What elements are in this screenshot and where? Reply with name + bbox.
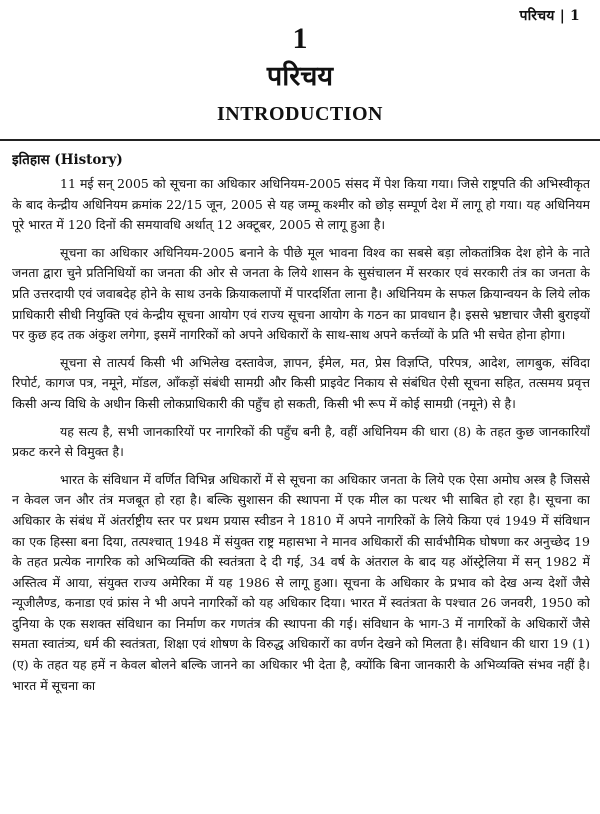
running-header: परिचय | 1 xyxy=(519,8,580,24)
chapter-number: 1 xyxy=(292,22,308,55)
section-heading: इतिहास (History) xyxy=(12,152,123,168)
paragraph-4: यह सत्य है, सभी जानकारियों पर नागरिकों की पहुँच बनी है, वहीं अधिनियम की धारा (8) के तहत कुछ जानकारियाँ प्रकट करने से विमुक्त है। xyxy=(12,423,590,460)
chapter-title-hindi: परिचय xyxy=(266,61,334,92)
paragraph-3: सूचना से तात्पर्य किसी भी अभिलेख दस्तावेज, ज्ञापन, ईमेल, मत, प्रेस विज्ञप्ति, परिपत्र, आदेश, लागबुक, संविदा रिपोर्ट, कागज पत्र, नमूने, मॉडल, आँकड़ों संबंधी सामग्री और किसी प्राइवेट निकाय से संबंधित ऐसी सूचना सहित, तत्समय प्रवृत्त किसी अन्य विधि के अधीन किसी लोकप्राधिकारी की पहुँच हो सकती, किसी भी रूप में कोई सामग्री (नमूने) से है। xyxy=(12,354,590,411)
paragraph-1: 11 मई सन् 2005 को सूचना का अधिकार अधिनियम-2005 संसद में पेश किया गया। जिसे राष्ट्रपति की अभिस्वीकृत के बाद केन्द्रीय अधिनियम क्रमांक 22/15 जून, 2005 से यह जम्मू कश्मीर को छोड़ सम्पूर्ण देश में लागू हो गया। यह अधिनियम पूरे भारत में 120 दिनों की समयावधि अर्थात् 12 अक्टूबर, 2005 से लागू हुआ है। xyxy=(12,176,590,233)
page-body xyxy=(12,150,590,810)
paragraph-5: भारत के संविधान में वर्णित विभिन्न अधिकारों में से सूचना का अधिकार जनता के लिये एक ऐसा अमोघ अस्त्र है जिससे न केवल जन और तंत्र मजबूत हो रहा है। बल्कि सुशासन की स्थापना में एक मील का पत्थर भी साबित हो रहा है। सूचना का अधिकार के संबंध में अंतर्राष्ट्रीय स्तर पर प्रथम प्रयास स्वीडन ने 1810 में अपने नागरिकों के लिये किया एवं 1949 में संविधान का एक हिस्सा बना दिया, तत्पश्चात् 1948 में संयुक्त राष्ट्र महासभा ने मानव अधिकारों की सार्वभौमिक घोषणा कर अनुच्छेद 19 के तहत प्रत्येक नागरिक को अभिव्यक्ति की स्वतंत्रता दे दी गई, 34 वर्ष के अंतराल के बाद यह ऑस्ट्रेलिया में सन् 1982 में अस्तित्व में आया, संयुक्त राज्य अमेरिका में यह 1986 से लागू हुआ। सूचना के अधिकार के प्रभाव को देख अन्य देशों जैसे न्यूजीलैण्ड, कनाडा एवं फ्रांस ने भी अपने नागरिकों को यह अधिकार दिया। भारत में स्वतंत्रता के पश्चात 26 जनवरी, 1950 को दुनिया के एक सशक्त संविधान का निर्माण कर गणतंत्र की स्थापना की गई। संविधान के भाग-3 में नागरिकों के अधिकारों जैसे समता स्वातंत्र्य, धर्म की स्वतंत्रता, शिक्षा एवं शोषण के विरुद्ध अधिकारों का वर्णन देखने को मिलता है। संविधान की धारा 19 (1) (ए) के तहत यह हमें न केवल बोलने बल्कि जानने का अधिकार भी देता है, क्योंकि बिना जानकारी के अभिव्यक्ति संभव नहीं है। भारत में सूचना का xyxy=(12,471,590,693)
paragraph-2: सूचना का अधिकार अधिनियम-2005 बनाने के पीछे मूल भावना विश्व का सबसे बड़ा लोकतांत्रिक देश होने के नाते जनता द्वारा चुने प्रतिनिधियों का जनता की ओर से जनता के लिये शासन के सुसंचालन में सरकार एवं सरकारी तंत्र का जनता के प्रति उत्तरदायी एवं जवाबदेह होने के साथ उनके क्रियाकलापों में पारदर्शिता लाना है। अधिनियम के सफल क्रियान्वयन के लिये लोक प्राधिकारी सीधी नियुक्ति एवं केन्द्रीय सूचना आयोग एवं राज्य सूचना आयोग के गठन का प्रावधान है। इससे भ्रष्टाचार जैसी बुराइयों पर कुछ हद तक अंकुश लगेगा, इसमें नागरिकों को अपने अधिकारों के साथ-साथ अपने कर्त्तव्यों के प्रति भी सचेत होना होगा। xyxy=(12,244,590,343)
chapter-title-english: INTRODUCTION xyxy=(216,103,384,125)
header-divider xyxy=(0,139,600,141)
